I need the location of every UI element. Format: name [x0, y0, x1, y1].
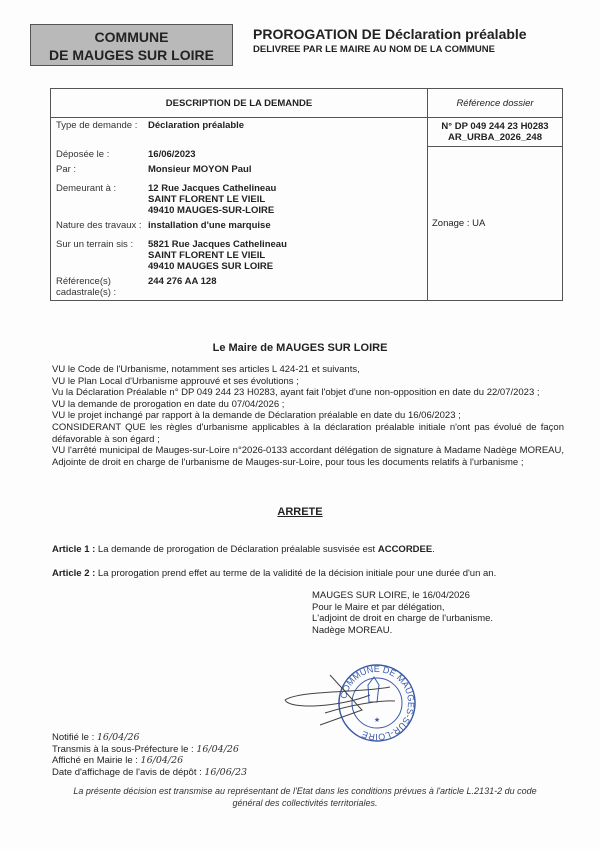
ref-heading: Référence dossier [428, 89, 563, 118]
notification-line [52, 767, 247, 779]
note-label: Notifié le : [52, 732, 97, 743]
table-row [51, 147, 563, 162]
article-text: La demande de prorogation de Déclaration préalable susvisée est [95, 544, 378, 555]
vu-clause: VU l'arrêté municipal de Mauges-sur-Loire n°2026-0133 accordant délégation de signature à Madame Nadège MOREAU, Adjointe de droit en charge de l'urbanisme de Mauges-sur-Loire, pour tous les documents relatifs à l'urbanisme ; [52, 445, 564, 468]
row-label: Par : [51, 162, 145, 177]
signature-line: L'adjoint de droit en charge de l'urbanisme. [312, 613, 494, 625]
article-1 [52, 544, 435, 555]
row-value [144, 274, 428, 301]
row-label: Nature des travaux : [51, 218, 145, 233]
row-label: Référence(s) cadastrale(s) : [51, 274, 145, 301]
stamp-and-signature [280, 655, 430, 750]
article-2 [52, 568, 496, 579]
request-description-table [50, 88, 563, 301]
ref-line: N° DP 049 244 23 H0283 [441, 121, 549, 132]
row-value [144, 147, 428, 162]
reference-number [428, 118, 563, 147]
document-subtitle: DELIVREE PAR LE MAIRE AU NOM DE LA COMMUNE [253, 44, 495, 55]
article-text: La prorogation prend effet au terme de la validité de la décision initiale pour une durée d'un an. [95, 568, 497, 579]
arrete-heading: ARRETE [277, 506, 323, 518]
commune-box [30, 24, 233, 66]
value-line: 49410 MAUGES-SUR-LOIRE [148, 204, 275, 216]
row-label: Type de demande : [51, 118, 145, 147]
handwritten-date: 16/04/26 [140, 755, 184, 767]
zonage: Zonage : UA [428, 147, 563, 301]
value-line: installation d'une marquise [148, 219, 271, 231]
stamp-text: COMMUNE DE MAUGES-SUR-LOIRE [338, 663, 417, 743]
signature-line: Pour le Maire et par délégation, [312, 601, 445, 613]
value-line: 5821 Rue Jacques Cathelineau [148, 238, 287, 250]
ref-line: AR_URBA_2026_248 [448, 132, 542, 143]
vu-clause: VU le Plan Local d'Urbanisme approuvé et ses évolutions ; [52, 375, 299, 387]
article-label: Article 2 : [52, 568, 96, 579]
vu-clause: VU le Code de l'Urbanisme, notamment ses articles L 424-21 et suivants, [52, 364, 360, 375]
vu-clause: VU la demande de prorogation en date du 07/04/2026 ; [52, 398, 285, 410]
row-value [144, 218, 428, 233]
table-heading: DESCRIPTION DE LA DEMANDE [51, 89, 428, 118]
vu-clause: Vu la Déclaration Préalable n° DP 049 244 23 H0283, ayant fait l'objet d'une non-opposition en date du 22/07/2023 ; [52, 387, 540, 399]
vu-clause: CONSIDERANT QUE les règles d'urbanisme applicables à la déclaration préalable initiale n'ont pas évolué de façon défavorable à son égard ; [52, 421, 564, 445]
handwritten-date: 16/04/26 [196, 743, 239, 755]
article-decision: ACCORDEE [377, 544, 433, 555]
value-line: 16/06/2023 [148, 148, 196, 160]
vu-clauses [52, 364, 564, 468]
handwritten-date: 16/04/26 [96, 732, 140, 743]
value-line: 49410 MAUGES SUR LOIRE [148, 260, 274, 272]
value-line: SAINT FLORENT LE VIEIL [148, 249, 266, 261]
value-line: 244 276 AA 128 [148, 275, 217, 287]
row-value [144, 233, 428, 274]
row-value [144, 118, 428, 147]
maire-title: Le Maire de MAUGES SUR LOIRE [212, 342, 388, 354]
handwritten-date: 16/06/23 [204, 766, 248, 778]
row-label: Déposée le : [51, 147, 145, 162]
stamp-star-icon: ★ [373, 717, 381, 724]
footer-note: La présente décision est transmise au représentant de l'Etat dans les conditions prévues à l'article L.2131-2 du code général des collectivités territoriales. [73, 786, 537, 808]
row-value [144, 162, 428, 177]
commune-line2: DE MAUGES SUR LOIRE [49, 47, 214, 63]
notification-line [52, 744, 247, 756]
article-label: Article 1 : [52, 544, 96, 555]
value-line: Monsieur MOYON Paul [148, 163, 252, 175]
notification-line [52, 732, 247, 744]
row-label: Demeurant à : [51, 177, 145, 218]
signature-line: Nadège MOREAU. [312, 624, 393, 636]
notification-dates [52, 732, 247, 778]
value-line: SAINT FLORENT LE VIEIL [148, 193, 266, 205]
article-end: . [432, 544, 435, 555]
vu-clause: VU le projet inchangé par rapport à la demande de Déclaration préalable en date du 16/06/2023 ; [52, 410, 461, 422]
row-label: Sur un terrain sis : [51, 233, 145, 274]
row-value [144, 177, 428, 218]
commune-line1: COMMUNE [94, 29, 169, 45]
table-row [51, 118, 563, 147]
value-line: 12 Rue Jacques Cathelineau [148, 182, 277, 194]
document-title: PROROGATION DE Déclaration préalable [253, 26, 527, 42]
signature-line: MAUGES SUR LOIRE, le 16/04/2026 [312, 590, 470, 601]
note-label: Transmis à la sous-Préfecture le : [52, 743, 197, 755]
note-label: Affiché en Mairie le : [52, 755, 141, 767]
value-line: Déclaration préalable [148, 120, 245, 131]
note-label: Date d'affichage de l'avis de dépôt : [52, 766, 205, 778]
signature-block [312, 590, 493, 636]
notification-line [52, 755, 247, 767]
